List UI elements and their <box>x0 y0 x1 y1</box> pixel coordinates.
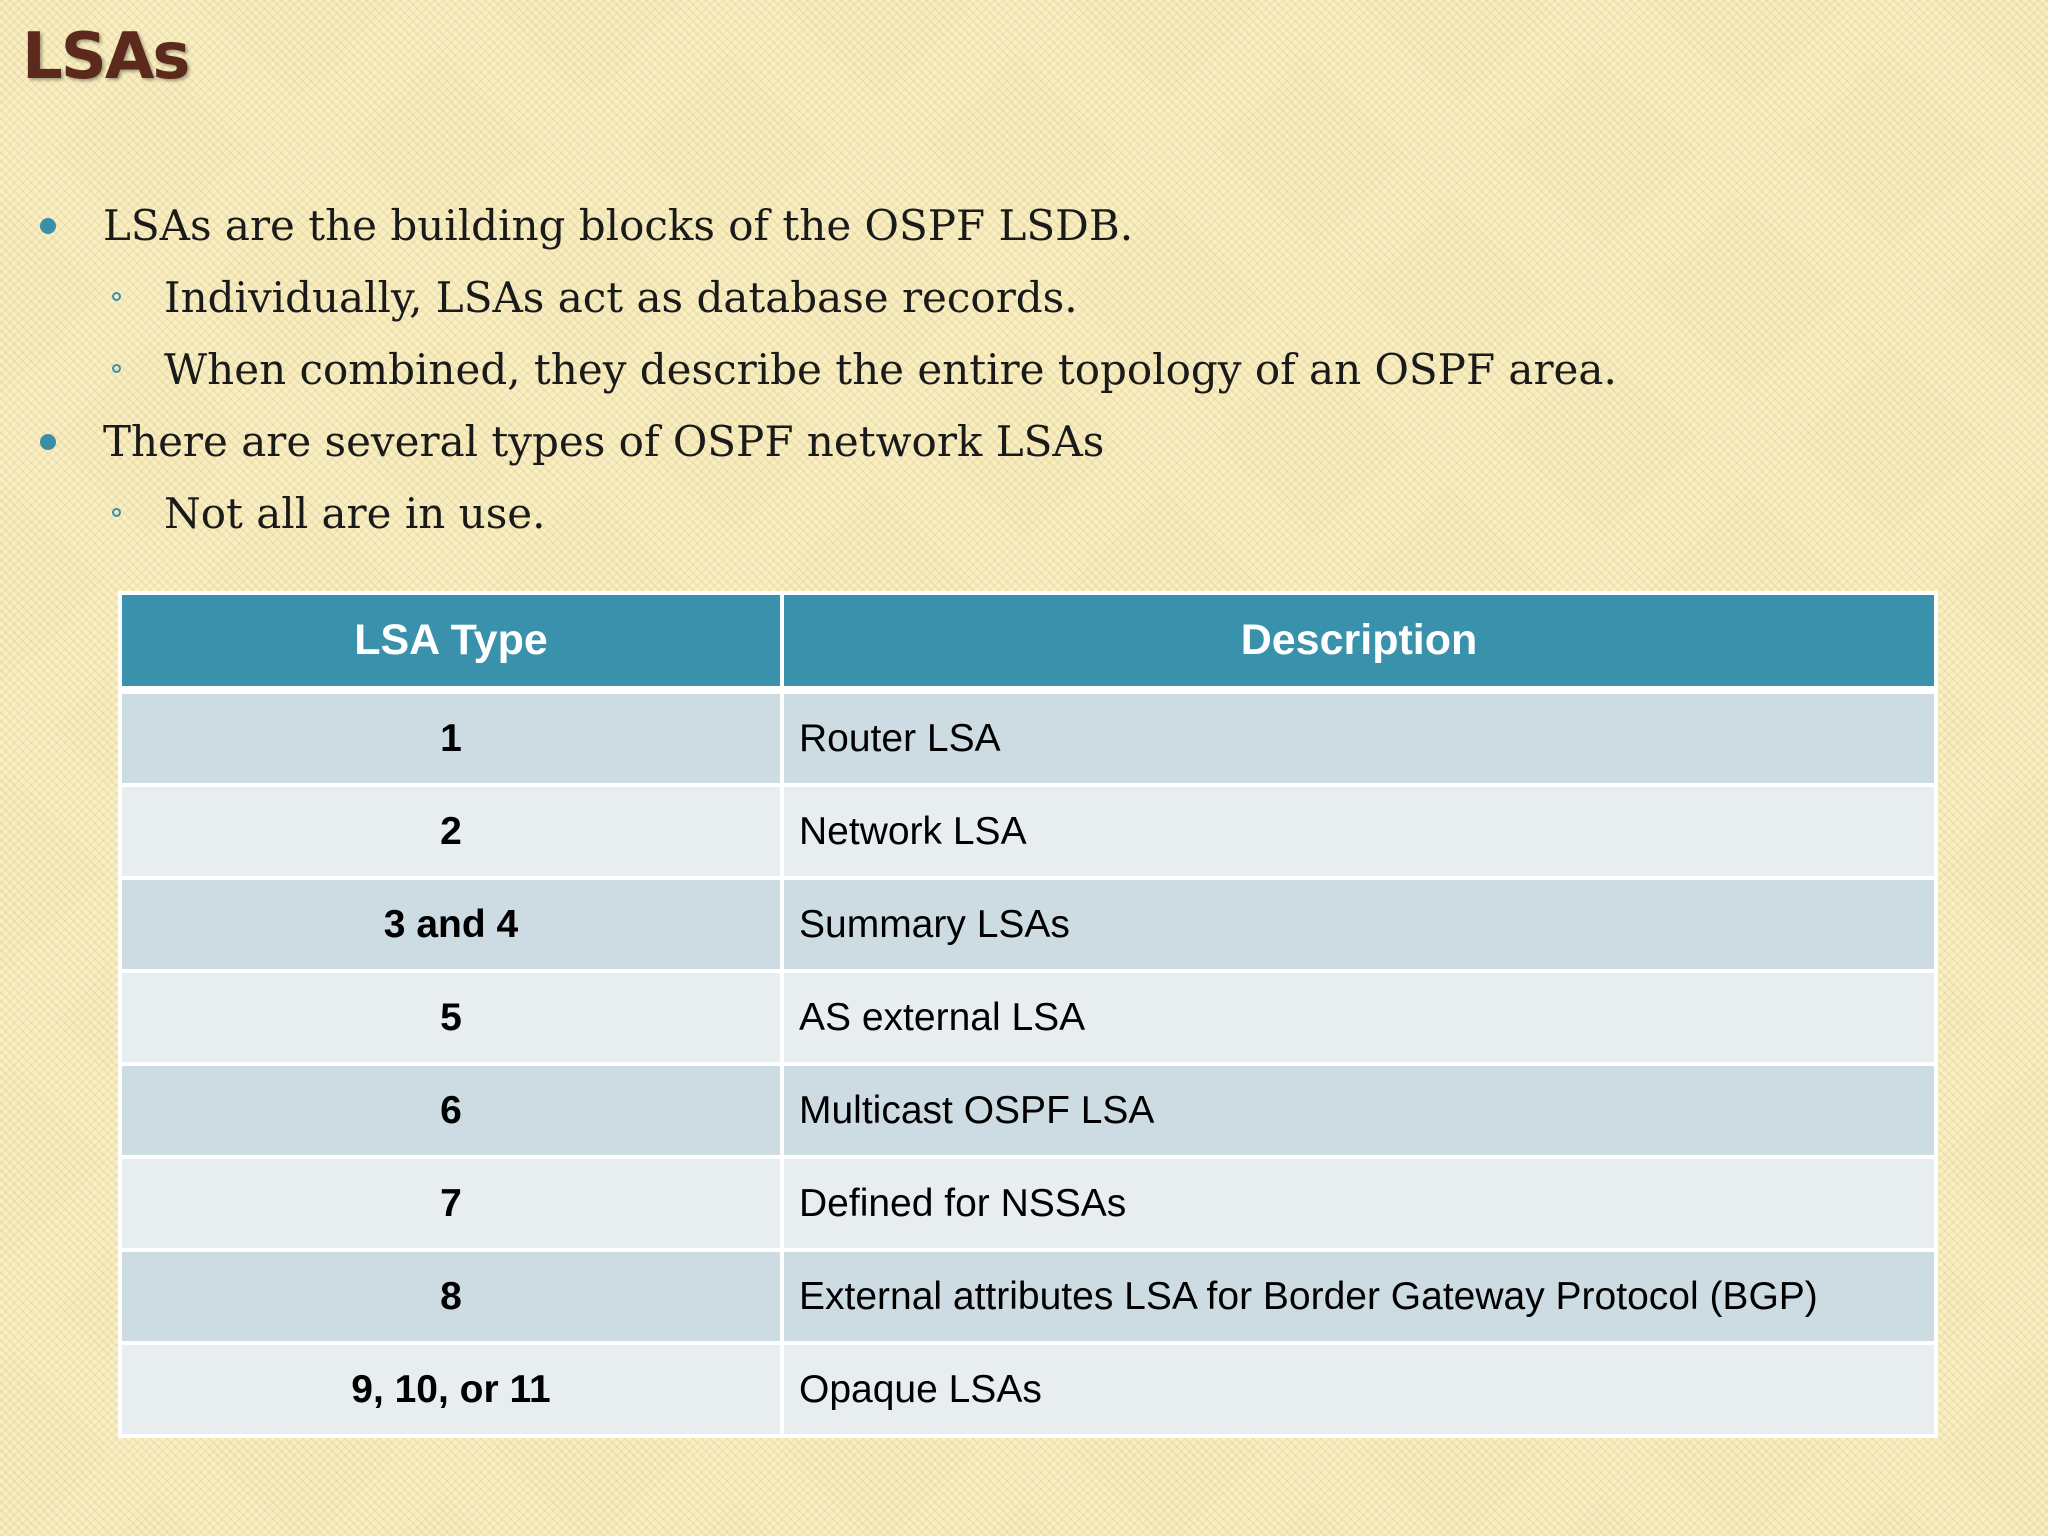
lsa-type-cell: 6 <box>120 1064 782 1157</box>
sub-bullet-text: When combined, they describe the entire topology of an OSPF area. <box>164 345 1617 394</box>
bullet-dot-icon <box>40 218 56 234</box>
bullet-list <box>0 190 2048 550</box>
bullet-dot-icon <box>40 434 56 450</box>
bullet-item <box>0 406 2048 478</box>
sub-bullet-circle-icon <box>112 508 121 517</box>
sub-bullet-circle-icon <box>112 292 121 301</box>
bullet-text: LSAs are the building blocks of the OSPF LSDB. <box>103 201 1134 250</box>
lsa-type-cell: 7 <box>120 1157 782 1250</box>
sub-bullet-item <box>0 478 2048 550</box>
lsa-description-cell: External attributes LSA for Border Gateway Protocol (BGP) <box>782 1250 1936 1343</box>
lsa-type-cell: 3 and 4 <box>120 878 782 971</box>
lsa-type-cell: 2 <box>120 785 782 878</box>
sub-bullet-item <box>0 334 2048 406</box>
table-row <box>120 1250 1936 1343</box>
lsa-description-cell: Summary LSAs <box>782 878 1936 971</box>
lsa-description-cell: Network LSA <box>782 785 1936 878</box>
table-row <box>120 1064 1936 1157</box>
lsa-description-cell: Router LSA <box>782 690 1936 785</box>
lsa-type-cell: 8 <box>120 1250 782 1343</box>
lsa-type-cell: 9, 10, or 11 <box>120 1343 782 1436</box>
table-row <box>120 690 1936 785</box>
table-row <box>120 785 1936 878</box>
header-lsa-type: LSA Type <box>120 593 782 690</box>
table-row <box>120 1343 1936 1436</box>
table-row <box>120 1157 1936 1250</box>
lsa-type-cell: 5 <box>120 971 782 1064</box>
sub-bullet-circle-icon <box>112 364 121 373</box>
lsa-description-cell: Multicast OSPF LSA <box>782 1064 1936 1157</box>
lsa-type-cell: 1 <box>120 690 782 785</box>
slide-title: LSAs <box>22 20 189 94</box>
bullet-text: There are several types of OSPF network LSAs <box>103 417 1105 466</box>
lsa-description-cell: Opaque LSAs <box>782 1343 1936 1436</box>
header-description: Description <box>782 593 1936 690</box>
lsa-types-table <box>118 591 1938 1438</box>
sub-bullet-item <box>0 262 2048 334</box>
table-row <box>120 971 1936 1064</box>
bullet-item <box>0 190 2048 262</box>
table-header-row <box>120 593 1936 690</box>
table-row <box>120 878 1936 971</box>
sub-bullet-text: Not all are in use. <box>164 489 546 538</box>
sub-bullet-text: Individually, LSAs act as database records. <box>164 273 1078 322</box>
lsa-description-cell: Defined for NSSAs <box>782 1157 1936 1250</box>
lsa-description-cell: AS external LSA <box>782 971 1936 1064</box>
